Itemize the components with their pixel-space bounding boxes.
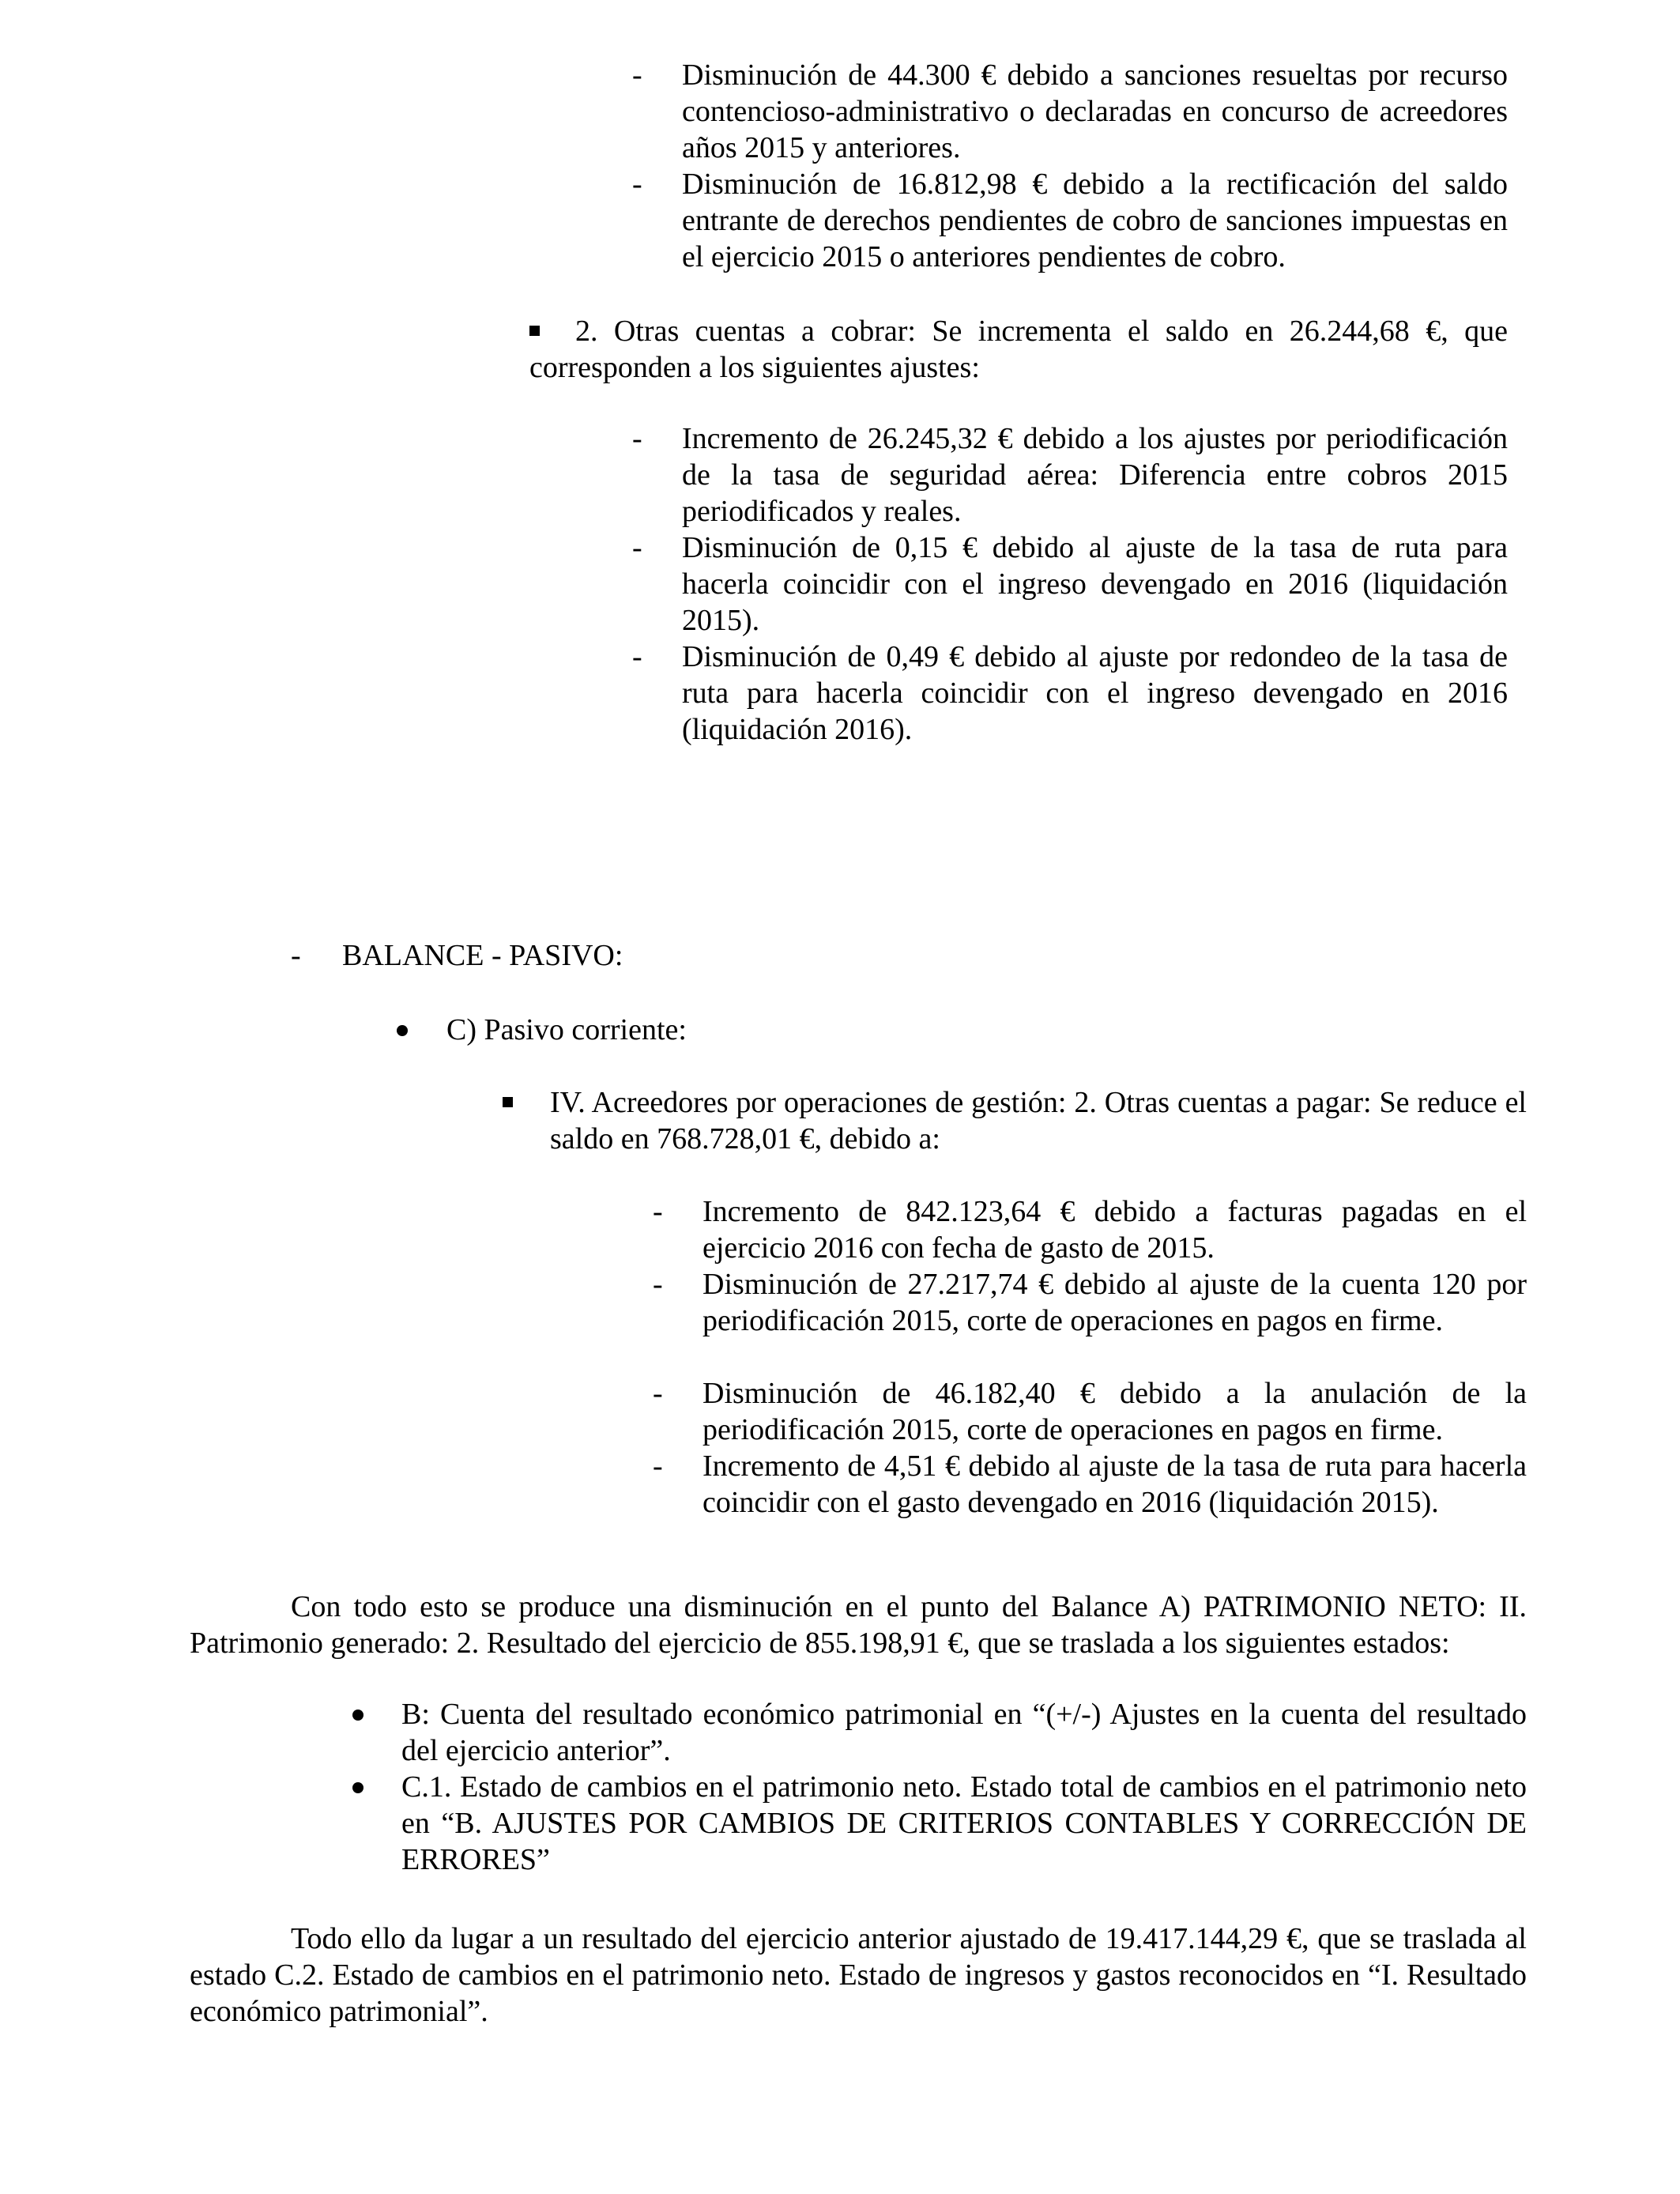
list-item [632, 530, 1508, 639]
otras-cuentas-cobrar-text: 2. Otras cuentas a cobrar: Se incrementa el saldo en 26.244,68 €, que corresponden a los siguientes ajustes: [529, 315, 1508, 384]
resultado-ajustado-paragraph: Todo ello da lugar a un resultado del ejercicio anterior ajustado de 19.417.144,29 €, que se traslada al estado C.2. Estado de cambios en el patrimonio neto. Estado de ingresos y gastos reconocidos en “I. Resultado económico patrimonial”. [190, 1922, 1527, 2028]
estados-bullet-list [352, 1696, 1527, 1878]
list-item-text: Disminución de 44.300 € debido a sanciones resueltas por recurso contencioso-administrativo o declaradas en concurso de acreedores años 2015 y anteriores. [682, 58, 1508, 164]
bullet-icon [352, 1782, 363, 1793]
list-item-text: Disminución de 27.217,74 € debido al ajuste de la cuenta 120 por periodificación 2015, corte de operaciones en pagos en firme. [703, 1268, 1527, 1337]
list-item [653, 1375, 1527, 1448]
dash-marker: - [653, 1268, 663, 1301]
section-heading: BALANCE - PASIVO: [342, 939, 623, 972]
acreedores-item [503, 1084, 1527, 1157]
acreedores-ajustes-dash-list [653, 1193, 1527, 1521]
dash-marker: - [653, 1195, 663, 1228]
dash-marker: - [653, 1449, 663, 1483]
list-item-text: Disminución de 0,49 € debido al ajuste por redondeo de la tasa de ruta para hacerla coincidir con el ingreso devengado en 2016 (liquidación 2016). [682, 640, 1508, 746]
resultado-paragraph: Con todo esto se produce una disminución en el punto del Balance A) PATRIMONIO NETO: II. Patrimonio generado: 2. Resultado del ejercicio de 855.198,91 €, que se traslada a los siguientes estados: [190, 1590, 1527, 1660]
list-item-text: Disminución de 0,15 € debido al ajuste de la tasa de ruta para hacerla coincidir con el ingreso devengado en 2016 (liquidación 2015). [682, 531, 1508, 637]
dash-marker: - [632, 531, 642, 564]
list-item-text: Incremento de 4,51 € debido al ajuste de la tasa de ruta para hacerla coincidir con el gasto devengado en 2016 (liquidación 2015). [703, 1449, 1527, 1519]
list-item [632, 420, 1508, 530]
list-item-text: Incremento de 26.245,32 € debido a los ajustes por periodificación de la tasa de seguridad aérea: Diferencia entre cobros 2015 periodificados y reales. [682, 422, 1508, 528]
acreedores-text: IV. Acreedores por operaciones de gestión: 2. Otras cuentas a pagar: Se reduce el saldo en 768.728,01 €, debido a: [550, 1086, 1527, 1155]
list-item [653, 1193, 1527, 1266]
list-item-text: B: Cuenta del resultado económico patrimonial en “(+/-) Ajustes en la cuenta del resultado del ejercicio anterior”. [401, 1698, 1527, 1767]
dash-marker: - [632, 422, 642, 455]
list-item-text: C.1. Estado de cambios en el patrimonio neto. Estado total de cambios en el patrimonio neto en “B. AJUSTES POR CAMBIOS DE CRITERIOS CONTABLES Y CORRECCIÓN DE ERRORES” [401, 1770, 1527, 1876]
list-item [632, 166, 1508, 275]
cobrar-ajustes-dash-list [632, 420, 1508, 748]
dash-marker: - [632, 168, 642, 201]
list-item [653, 1266, 1527, 1375]
otras-cuentas-cobrar-item [529, 313, 1508, 386]
list-item [653, 1448, 1527, 1521]
bullet-icon [352, 1710, 363, 1721]
dash-marker: - [632, 58, 642, 92]
bullet-icon [397, 1025, 408, 1036]
list-item-text: Disminución de 16.812,98 € debido a la rectificación del saldo entrante de derechos pendientes de cobro de sanciones impuestas en el ejercicio 2015 o anteriores pendientes de cobro. [682, 168, 1508, 273]
sanciones-dash-list [632, 57, 1508, 275]
dash-marker: - [632, 640, 642, 673]
dash-marker: - [291, 939, 301, 972]
list-item [632, 639, 1508, 748]
list-item-text: Incremento de 842.123,64 € debido a facturas pagadas en el ejercicio 2016 con fecha de gasto de 2015. [703, 1195, 1527, 1265]
list-item [632, 57, 1508, 166]
list-item [352, 1696, 1527, 1769]
pasivo-corriente-label: C) Pasivo corriente: [446, 1013, 687, 1046]
dash-marker: - [653, 1377, 663, 1410]
list-item-text: Disminución de 46.182,40 € debido a la anulación de la periodificación 2015, corte de operaciones en pagos en firme. [703, 1377, 1527, 1446]
list-item [352, 1769, 1527, 1878]
